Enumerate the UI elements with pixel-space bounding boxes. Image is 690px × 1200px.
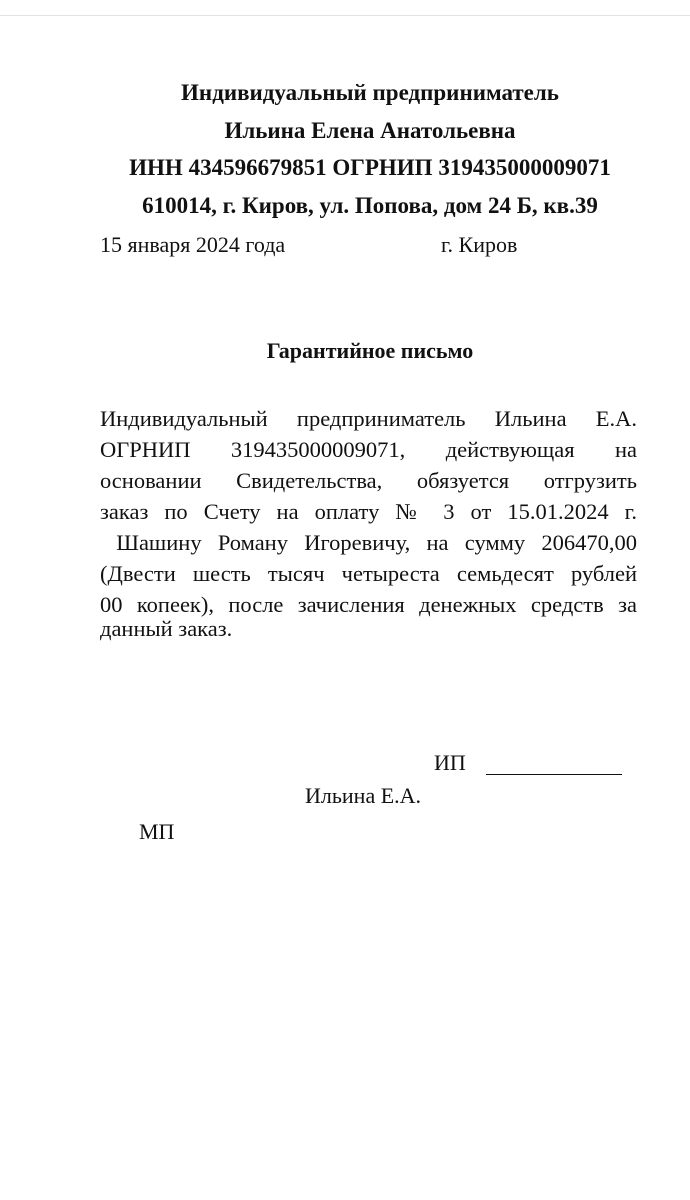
body-line-6: (Двести шесть тысяч четыреста семьдесят рублей — [100, 561, 637, 586]
body-line-8: данный заказ. — [100, 616, 233, 641]
document-title: Гарантийное письмо — [266, 338, 474, 363]
stamp-placeholder: МП — [139, 819, 175, 844]
signature-role: ИП — [434, 750, 466, 775]
issuer-title: Индивидуальный предприниматель — [181, 80, 559, 105]
document-city: г. Киров — [441, 232, 518, 257]
body-line-7: 00 копеек), после зачисления денежных средств за — [100, 592, 637, 617]
signature-line — [486, 774, 622, 775]
signature-name: Ильина Е.А. — [305, 783, 422, 808]
body-line-1: Индивидуальный предприниматель Ильина Е.А. — [100, 406, 637, 431]
viewer-top-bar — [0, 0, 690, 16]
body-line-3: основании Свидетельства, обязуется отгрузить — [100, 468, 637, 493]
body-line-2: ОГРНИП 319435000009071, действующая на — [100, 437, 637, 462]
body-line-4: заказ по Счету на оплату № 3 от 15.01.2024 г. — [100, 499, 637, 524]
document-date: 15 января 2024 года — [100, 232, 286, 257]
issuer-address: 610014, г. Киров, ул. Попова, дом 24 Б, кв.39 — [142, 193, 598, 218]
body-line-5: Шашину Роману Игоревичу, на сумму 206470,00 — [100, 530, 637, 555]
issuer-registration: ИНН 434596679851 ОГРНИП 319435000009071 — [129, 155, 611, 180]
issuer-name: Ильина Елена Анатольевна — [224, 118, 516, 143]
